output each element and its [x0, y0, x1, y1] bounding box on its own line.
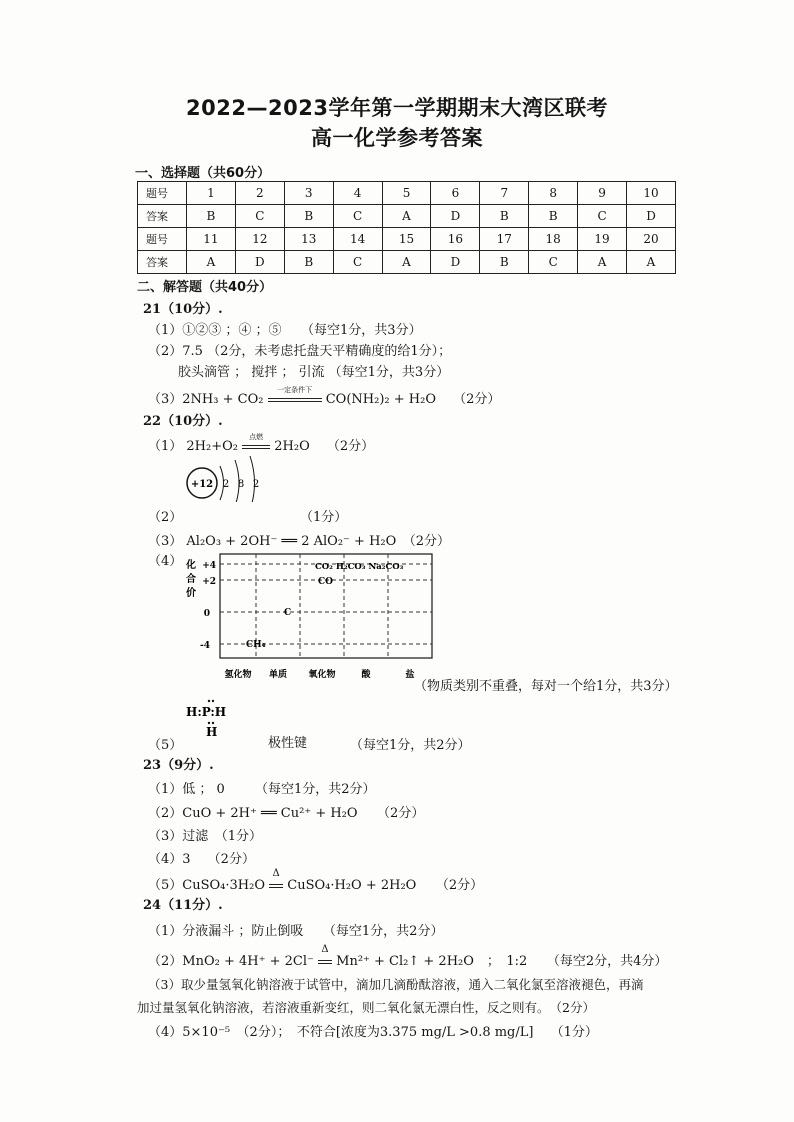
mg-atom-structure-diagram: [180, 452, 270, 502]
table-cell: A: [382, 205, 431, 228]
table-cell: B: [284, 205, 333, 228]
x-category-label: 氧化物: [308, 670, 336, 680]
table-cell: 2: [235, 182, 284, 205]
reaction-condition: [318, 944, 332, 969]
q22-line4-score: （物质类别不重叠，每对一个给1分，共3分）: [414, 679, 678, 694]
table-cell: 题号: [138, 182, 187, 205]
equals-sign: [268, 398, 322, 402]
table-cell: 12: [235, 228, 284, 251]
table-cell: D: [235, 251, 284, 274]
species-label-c: C: [284, 608, 292, 618]
table-cell: B: [480, 205, 529, 228]
q22-line4-label: （4）: [148, 554, 183, 569]
q22-line5-answer: 极性键: [268, 736, 308, 751]
condition-text: 一定条件下: [277, 386, 313, 394]
table-cell: 20: [627, 228, 676, 251]
nucleus-charge: +12: [190, 479, 214, 490]
equation-lhs: （1） 2H₂+O₂: [148, 439, 238, 454]
table-row: [138, 205, 676, 228]
q22-title: 22（10分）.: [143, 414, 223, 429]
species-label-top: CO₂ H₂CO₃ Na₂CO₃: [315, 562, 404, 572]
table-cell: B: [529, 205, 578, 228]
table-cell: 题号: [138, 228, 187, 251]
reaction-condition: [268, 386, 322, 407]
section1-heading: 一、选择题（共60分）: [135, 166, 271, 181]
table-cell: C: [333, 251, 382, 274]
q23-line2: （2）CuO + 2H⁺ ══ Cu²⁺ + H₂O （2分）: [148, 806, 425, 821]
table-cell: 10: [627, 182, 676, 205]
table-cell: D: [431, 251, 480, 274]
table-row: [138, 228, 676, 251]
equals-sign: [269, 884, 283, 888]
table-cell: 16: [431, 228, 480, 251]
table-cell: 13: [284, 228, 333, 251]
condition-text: 点燃: [249, 433, 264, 441]
q22-line5-label: （5）: [148, 738, 183, 753]
condition-text: Δ: [272, 868, 280, 879]
document-title: 2022—2023学年第一学期期末大湾区联考: [186, 96, 608, 120]
bond-dot: [212, 722, 214, 724]
q24-line4: （4）5×10⁻⁵ （2分）； 不符合[浓度为3.375 mg/L >0.8 mg/L] （1分）: [148, 1025, 598, 1040]
table-cell: D: [627, 205, 676, 228]
table-cell: 3: [284, 182, 333, 205]
q24-line2: [148, 944, 668, 969]
ph3-electron-dot-structure: [182, 694, 242, 740]
q23-title: 23（9分）.: [143, 758, 214, 773]
q24-line3a: （3）取少量氢氧化钠溶液于试管中，滴加几滴酚酞溶液，通入二氧化氯至溶液褪色，再滴: [148, 977, 644, 992]
y-tick-label: 0: [203, 609, 210, 619]
ph3-bottom-h: H: [206, 725, 218, 739]
bond-dot: [208, 722, 210, 724]
equation-lhs: （5）CuSO₄·3H₂O: [148, 878, 265, 893]
equation-lhs: （2）MnO₂ + 4H⁺ + 2Cl⁻: [148, 954, 314, 969]
table-cell: A: [627, 251, 676, 274]
equation-rhs: CO(NH₂)₂ + H₂O （2分）: [325, 392, 501, 407]
q21-title: 21（10分）.: [143, 302, 223, 317]
shell-electron-count: 2: [252, 479, 260, 490]
y-tick-label: +2: [202, 577, 216, 587]
x-category-label: 酸: [361, 670, 371, 680]
q21-line3: 胶头滴管 ； 搅拌 ； 引流 （每空1分，共3分）: [178, 365, 450, 380]
table-cell: B: [284, 251, 333, 274]
table-cell: 4: [333, 182, 382, 205]
table-cell: C: [578, 205, 627, 228]
table-cell: 7: [480, 182, 529, 205]
lone-pair-dot: [208, 700, 210, 702]
valence-category-chart: [178, 550, 438, 690]
table-cell: 答案: [138, 251, 187, 274]
document-subtitle: 高一化学参考答案: [311, 126, 483, 150]
x-category-label: 盐: [405, 670, 415, 680]
condition-text: Δ: [321, 944, 329, 955]
table-cell: C: [333, 205, 382, 228]
ph3-top-row: H:P:H: [186, 705, 227, 719]
table-cell: 15: [382, 228, 431, 251]
equation-rhs: 2H₂O （2分）: [274, 439, 375, 454]
q24-title: 24（11分）.: [143, 898, 223, 913]
section2-heading: 二、解答题（共40分）: [137, 280, 273, 295]
table-cell: 8: [529, 182, 578, 205]
x-category-label: 单质: [268, 670, 288, 680]
q21-line4: [148, 388, 500, 407]
q21-line1: （1）①②③ ；④ ；⑤ （每空1分，共3分）: [148, 323, 422, 338]
table-cell: 14: [333, 228, 382, 251]
q21-line2: （2）7.5 （2分，未考虑托盘天平精确度的给1分）；: [148, 344, 452, 359]
x-category-label: 氢化物: [224, 670, 252, 680]
table-cell: C: [235, 205, 284, 228]
table-cell: 18: [529, 228, 578, 251]
q22-line2-label: （2）: [148, 510, 183, 525]
table-cell: 答案: [138, 205, 187, 228]
q22-line2-score: （1分）: [300, 510, 348, 525]
species-label-co: CO: [318, 577, 334, 587]
y-tick-label: -4: [200, 641, 210, 651]
table-cell: B: [480, 251, 529, 274]
table-cell: A: [382, 251, 431, 274]
q23-line4: （4）3 （2分）: [148, 852, 255, 867]
y-tick-label: +4: [202, 561, 216, 571]
table-cell: C: [529, 251, 578, 274]
table-cell: A: [187, 251, 236, 274]
chart-ylabel-char: 化: [186, 560, 196, 571]
table-cell: 19: [578, 228, 627, 251]
q22-line3: （3） Al₂O₃ + 2OH⁻ ══ 2 AlO₂⁻ + H₂O （2分）: [148, 534, 451, 549]
table-cell: 1: [187, 182, 236, 205]
species-label-ch4: CH₄: [246, 640, 266, 650]
table-cell: A: [578, 251, 627, 274]
equals-sign: [318, 960, 332, 964]
equals-sign: [242, 445, 270, 449]
chart-ylabel-char: 合: [186, 574, 196, 585]
equation-rhs: Mn²⁺ + Cl₂↑ + 2H₂O ； 1:2 （每空2分，共4分）: [336, 954, 668, 969]
chart-ylabel-char: 价: [186, 588, 196, 599]
table-cell: 9: [578, 182, 627, 205]
table-cell: 5: [382, 182, 431, 205]
reaction-condition: [269, 868, 283, 893]
equation-rhs: CuSO₄·H₂O + 2H₂O （2分）: [287, 878, 484, 893]
lone-pair-dot: [212, 700, 214, 702]
equation-lhs: （3）2NH₃ + CO₂: [148, 392, 264, 407]
q23-line3: （3）过滤 （1分）: [148, 829, 263, 844]
q24-line1: （1）分液漏斗 ；防止倒吸 （每空1分，共2分）: [148, 924, 444, 939]
table-cell: 6: [431, 182, 480, 205]
table-cell: 17: [480, 228, 529, 251]
table-cell: B: [187, 205, 236, 228]
table-row: [138, 251, 676, 274]
answer-table: [137, 181, 676, 274]
table-row: [138, 182, 676, 205]
q23-line1: （1）低 ； 0 （每空1分，共2分）: [148, 782, 376, 797]
shell-electron-count: 8: [237, 479, 245, 490]
q23-line5: [148, 868, 484, 893]
shell-electron-count: 2: [222, 479, 230, 490]
q22-line5-score: （每空1分，共2分）: [350, 738, 471, 753]
table-cell: 11: [187, 228, 236, 251]
q24-line3b: 加过量氢氧化钠溶液，若溶液重新变红，则二氧化氯无漂白性，反之则有。 （2分）: [137, 1000, 595, 1015]
table-cell: D: [431, 205, 480, 228]
